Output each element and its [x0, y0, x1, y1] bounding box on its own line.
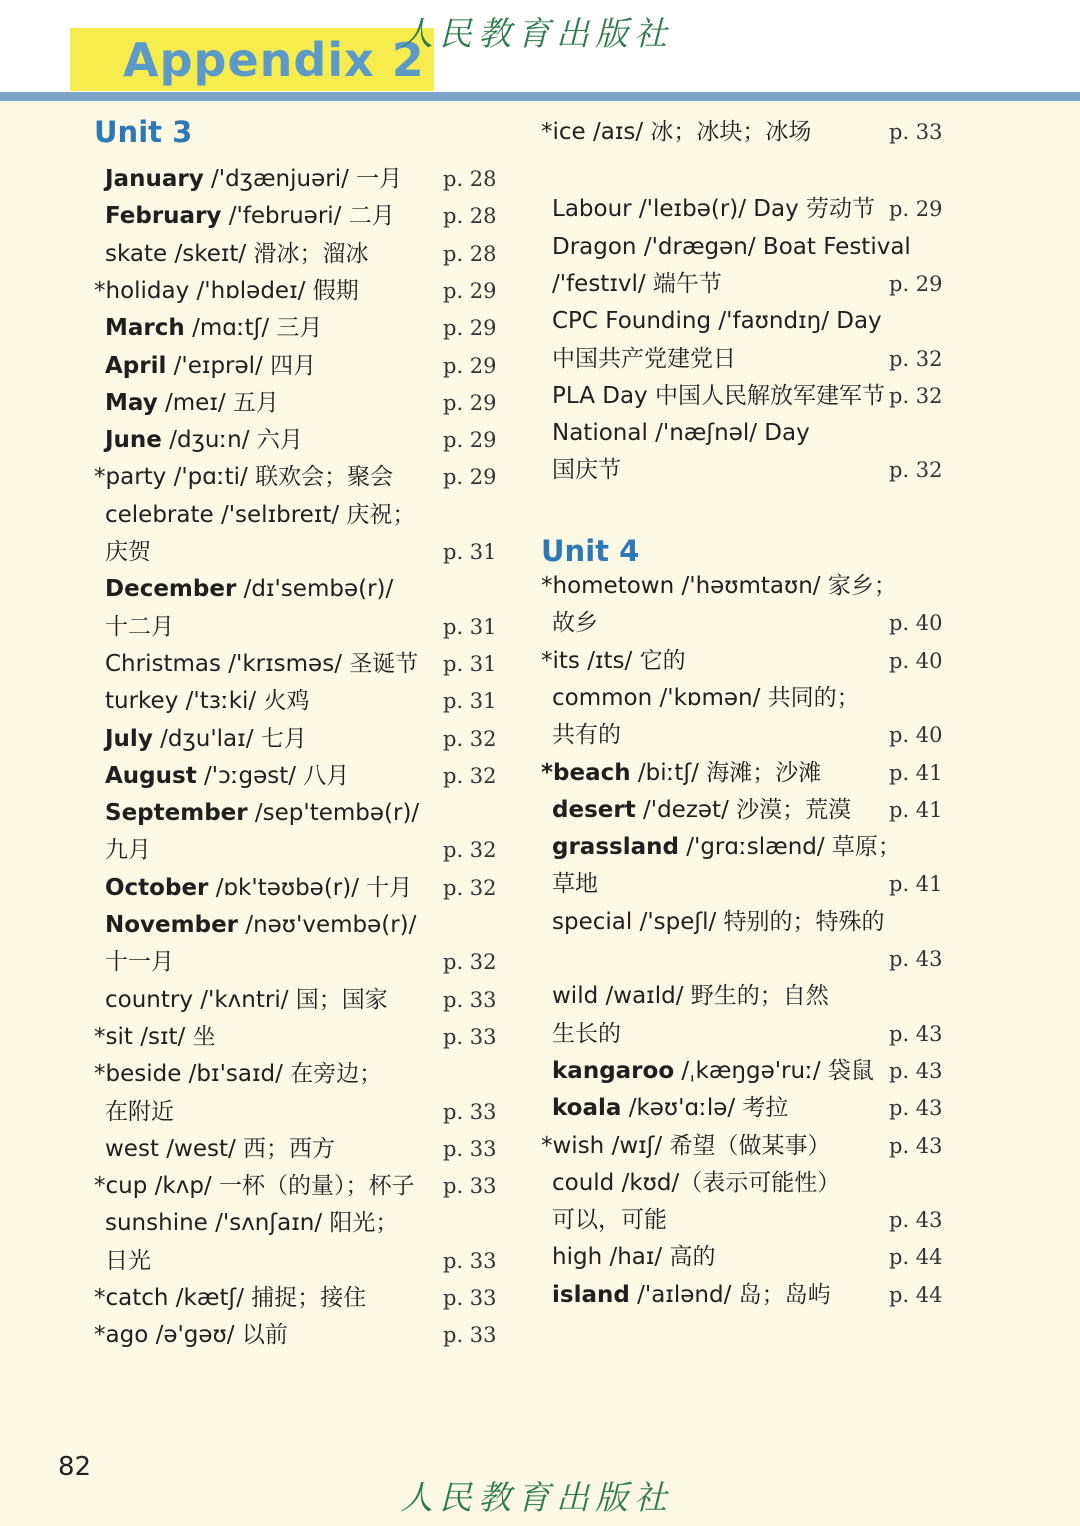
vocab-phonetic-meaning: 中国共产党建党日: [552, 345, 736, 372]
vocab-entry: [105, 198, 395, 235]
vocab-page-ref: p. 33: [443, 987, 497, 1012]
vocab-word: common: [552, 684, 653, 711]
vocab-page-ref: p. 33: [443, 1323, 497, 1348]
vocab-entry: [552, 1053, 874, 1090]
vocab-entry: [105, 422, 303, 459]
vocab-entry: [552, 341, 736, 378]
vocab-phonetic-meaning: /kəʊ'ɑːlə/ 考拉: [621, 1095, 789, 1122]
vocab-page-ref: p. 31: [443, 540, 497, 564]
vocab-phonetic-meaning: 十二月: [105, 613, 174, 640]
vocab-phonetic-meaning: /'drægən/ Boat Festival: [636, 233, 911, 260]
vocab-entry: [94, 273, 359, 310]
vocab-page-ref: p. 29: [443, 465, 497, 490]
vocab-phonetic-meaning: /ɪts/ 它的: [579, 647, 686, 674]
vocab-entry: [552, 978, 829, 1015]
vocab-entry: [552, 717, 621, 754]
vocab-page-ref: p. 32: [889, 346, 943, 371]
vocab-phonetic-meaning: 国庆节: [552, 457, 621, 484]
vocab-page-ref: p. 31: [443, 689, 497, 714]
vocab-entry: [105, 161, 402, 198]
vocab-word: Dragon: [552, 233, 637, 260]
vocab-phonetic-meaning: 草地: [552, 871, 598, 898]
vocab-phonetic-meaning: /kʌp/ 一杯（的量）；杯子: [147, 1173, 415, 1200]
vocab-word: April: [105, 352, 167, 379]
vocab-entry: [105, 609, 174, 646]
vocab-phonetic-meaning: /'eɪprəl/ 四月: [166, 352, 317, 379]
vocab-phonetic-meaning: /'speʃl/ 特别的；特殊的: [632, 908, 885, 935]
vocab-page-ref: p. 43: [889, 1133, 943, 1158]
vocab-page-ref: p. 29: [443, 390, 497, 415]
vocab-word: *wish: [541, 1132, 605, 1159]
publisher-logo-bottom: 人民教育出版社: [400, 1478, 673, 1517]
vocab-page-ref: p. 32: [443, 875, 497, 900]
vocab-page-ref: p. 43: [889, 947, 943, 971]
vocab-phonetic-meaning: /ˌkæŋgə'ruː/ 袋鼠: [674, 1057, 874, 1084]
vocab-entry: [552, 1277, 831, 1314]
vocab-phonetic-meaning: /wɪʃ/ 希望（做某事）: [604, 1132, 831, 1159]
vocab-phonetic-meaning: /'kʌntri/ 国；国家: [192, 986, 388, 1013]
vocab-entry: [105, 870, 412, 907]
vocab-page-ref: p. 33: [443, 1099, 497, 1124]
vocab-entry: [105, 571, 393, 608]
vocab-word: *holiday: [94, 277, 190, 304]
vocab-word: desert: [552, 796, 636, 823]
vocab-page-ref: p. 43: [889, 1096, 943, 1121]
vocab-entry: [541, 114, 811, 151]
vocab-page-ref: p. 32: [889, 458, 943, 483]
vocab-phonetic-meaning: 故乡: [552, 610, 598, 637]
vocab-word: PLA Day: [552, 382, 648, 409]
vocab-phonetic-meaning: 中国人民解放军建军节: [647, 382, 885, 409]
vocab-word: country: [105, 986, 193, 1013]
vocab-word: August: [105, 762, 197, 789]
vocab-phonetic-meaning: /'kɒmən/ 共同的；: [652, 684, 860, 711]
vocab-phonetic-meaning: /ɒk'təʊbə(r)/ 十月: [208, 874, 413, 901]
vocab-page-ref: p. 41: [889, 872, 943, 897]
vocab-word: *beach: [541, 759, 631, 786]
unit-4-heading: Unit 4: [541, 534, 640, 568]
vocab-entry: [105, 982, 388, 1019]
vocab-phonetic-meaning: /sep'tembə(r)/: [247, 800, 420, 827]
vocab-phonetic-meaning: /'hɒlədeɪ/ 假期: [189, 277, 359, 304]
vocab-page-ref: p. 28: [443, 204, 497, 229]
vocab-entry: [105, 683, 309, 720]
vocab-word: October: [105, 874, 209, 901]
vocab-phonetic-meaning: 九月: [105, 837, 151, 864]
vocab-page-ref: p. 29: [889, 197, 943, 222]
vocab-phonetic-meaning: /dɪ'sembə(r)/: [236, 576, 394, 603]
vocab-word: turkey: [105, 688, 179, 715]
vocab-phonetic-meaning: /ə'gəʊ/ 以前: [148, 1322, 288, 1349]
vocab-phonetic-meaning: /mɑːtʃ/ 三月: [184, 315, 323, 342]
page-title: Appendix 2: [123, 33, 425, 87]
vocab-page-ref: p. 43: [889, 1021, 943, 1046]
vocab-page-ref: p. 32: [443, 726, 497, 751]
vocab-phonetic-meaning: /dʒu'laɪ/ 七月: [152, 725, 307, 752]
vocab-entry: [552, 1239, 716, 1276]
vocab-word: *ago: [94, 1322, 149, 1349]
vocab-entry: [105, 1094, 174, 1131]
vocab-word: Christmas: [105, 650, 221, 677]
vocab-entry: [552, 415, 810, 452]
vocab-word: September: [105, 800, 248, 827]
vocab-word: grassland: [552, 834, 679, 861]
vocab-word: west: [105, 1135, 159, 1162]
vocab-entry: [94, 1317, 288, 1354]
vocab-phonetic-meaning: 庆贺: [105, 539, 151, 565]
vocab-page-ref: p. 40: [889, 648, 943, 673]
vocab-word: island: [552, 1281, 630, 1308]
vocab-word: June: [105, 427, 162, 454]
vocab-entry: [105, 944, 174, 981]
vocab-page-ref: p. 41: [889, 760, 943, 785]
vocab-word: CPC Founding: [552, 308, 712, 335]
vocab-phonetic-meaning: /'sʌnʃaɪn/ 阳光；: [207, 1210, 399, 1237]
vocab-phonetic-meaning: 生长的: [552, 1020, 621, 1047]
vocab-phonetic-meaning: /nəʊ'vembə(r)/: [238, 912, 417, 938]
vocab-page-ref: p. 29: [443, 316, 497, 341]
vocab-entry: [552, 266, 722, 303]
vocab-phonetic-meaning: /aɪs/ 冰；冰块；冰场: [585, 119, 812, 145]
vocab-entry: [552, 866, 598, 903]
vocab-phonetic-meaning: /dʒuːn/ 六月: [161, 427, 303, 454]
vocab-phonetic-meaning: /waɪld/ 野生的；自然: [598, 983, 829, 1010]
vocab-word: could: [552, 1169, 615, 1196]
vocab-entry: [552, 1165, 840, 1202]
vocab-page-ref: p. 33: [443, 1174, 497, 1199]
vocab-entry: [552, 1016, 621, 1053]
vocab-page-ref: p. 43: [889, 1058, 943, 1083]
vocab-word: koala: [552, 1095, 622, 1122]
vocab-phonetic-meaning: /sɪt/ 坐: [132, 1023, 216, 1050]
vocab-entry: [105, 534, 151, 571]
vocab-word: May: [105, 389, 158, 416]
vocab-entry: [94, 1168, 414, 1205]
vocab-word: National: [552, 420, 648, 447]
vocab-page-ref: p. 40: [889, 723, 943, 748]
vocab-phonetic-meaning: /'februəri/ 二月: [221, 203, 395, 230]
vocab-phonetic-meaning: /'dezət/ 沙漠；荒漠: [635, 796, 852, 823]
vocab-page-ref: p. 29: [889, 271, 943, 296]
vocab-entry: [105, 497, 415, 534]
vocab-phonetic-meaning: 十一月: [105, 949, 174, 976]
vocab-page-ref: p. 32: [889, 383, 943, 408]
vocab-word: March: [105, 315, 185, 342]
vocab-entry: [552, 378, 885, 415]
vocab-phonetic-meaning: 日光: [105, 1247, 151, 1274]
vocab-page-ref: p. 40: [889, 611, 943, 636]
vocab-entry: [552, 191, 875, 228]
vocab-entry: [552, 1202, 667, 1239]
vocab-page-ref: p. 28: [443, 241, 497, 266]
vocab-page-ref: p. 44: [889, 1282, 943, 1307]
vocab-entry: [552, 904, 885, 941]
vocab-page-ref: p. 43: [889, 1208, 943, 1233]
vocab-entry: [105, 1243, 151, 1280]
vocab-entry: [94, 1056, 382, 1093]
vocab-page-ref: p. 31: [443, 614, 497, 639]
vocab-entry: [105, 795, 419, 832]
vocab-phonetic-meaning: /'pɑːti/ 联欢会；聚会: [166, 464, 394, 491]
vocab-word: sunshine: [105, 1210, 208, 1237]
vocab-page-ref: p. 29: [443, 428, 497, 453]
vocab-word: *hometown: [541, 573, 675, 599]
vocab-phonetic-meaning: /'selɪbreɪt/ 庆祝；: [213, 501, 416, 528]
vocab-page-ref: p. 32: [443, 763, 497, 788]
vocab-phonetic-meaning: /'ɔːgəst/ 八月: [196, 762, 350, 789]
vocab-phonetic-meaning: /'aɪlənd/ 岛；岛屿: [629, 1281, 831, 1308]
vocab-word: *sit: [94, 1023, 133, 1050]
vocab-entry: [552, 303, 882, 340]
vocab-page-ref: p. 41: [889, 797, 943, 822]
vocab-word: *beside: [94, 1061, 182, 1088]
vocab-phonetic-meaning: 共有的: [552, 722, 621, 749]
vocab-entry: [105, 832, 151, 869]
vocab-entry: [105, 721, 307, 758]
vocab-phonetic-meaning: /haɪ/ 高的: [602, 1244, 716, 1271]
vocab-phonetic-meaning: /kætʃ/ 捕捉；接住: [168, 1285, 367, 1311]
vocab-phonetic-meaning: 在附近: [105, 1098, 174, 1125]
vocab-entry: [552, 680, 860, 717]
vocab-phonetic-meaning: /'tɜːki/ 火鸡: [178, 688, 310, 715]
vocab-entry: [105, 907, 416, 944]
vocab-word: Labour: [552, 196, 632, 223]
vocab-page-ref: p. 33: [443, 1136, 497, 1161]
vocab-page-ref: p. 33: [443, 1248, 497, 1273]
vocab-entry: [552, 605, 598, 642]
vocab-phonetic-meaning: /'grɑːslænd/ 草原；: [678, 834, 901, 861]
vocab-entry: [94, 1019, 216, 1056]
vocab-phonetic-meaning: /'həʊmtaʊn/ 家乡；: [674, 573, 897, 599]
vocab-entry: [105, 348, 316, 385]
vocab-page-ref: p. 32: [443, 950, 497, 975]
header-rule: [0, 92, 1080, 101]
vocab-entry: [552, 1090, 788, 1127]
vocab-phonetic-meaning: /biːtʃ/ 海滩；沙滩: [630, 759, 822, 786]
vocab-phonetic-meaning: /'faʊndɪŋ/ Day: [711, 308, 882, 335]
vocab-entry: [105, 310, 322, 347]
vocab-page-ref: p. 28: [443, 167, 497, 191]
vocab-word: kangaroo: [552, 1057, 675, 1084]
vocab-entry: [541, 755, 821, 792]
vocab-page-ref: p. 29: [443, 278, 497, 303]
vocab-entry: [552, 452, 621, 489]
vocab-entry: [541, 643, 686, 680]
vocab-phonetic-meaning: 可以，可能: [552, 1207, 667, 1234]
vocab-page-ref: p. 33: [889, 120, 943, 144]
vocab-page-ref: p. 31: [443, 651, 497, 676]
vocab-page-ref: p. 33: [443, 1024, 497, 1049]
vocab-word: high: [552, 1244, 603, 1271]
vocab-phonetic-meaning: /bɪ'saɪd/ 在旁边；: [181, 1061, 383, 1088]
vocab-entry: [105, 646, 418, 683]
vocab-entry: [105, 385, 279, 422]
vocab-entry: [541, 568, 897, 605]
vocab-entry: [105, 236, 369, 273]
vocab-word: *ice: [541, 119, 586, 145]
vocab-entry: [105, 1131, 335, 1168]
vocab-phonetic-meaning: /skeɪt/ 滑冰；溜冰: [167, 240, 369, 267]
vocab-entry: [94, 1280, 366, 1317]
vocab-word: *its: [541, 647, 580, 674]
vocab-phonetic-meaning: /'dʒænjuəri/ 一月: [203, 166, 403, 192]
vocab-word: wild: [552, 983, 599, 1010]
vocab-phonetic-meaning: /west/ 西；西方: [158, 1135, 336, 1162]
vocab-word: special: [552, 908, 633, 935]
vocab-phonetic-meaning: /'krɪsməs/ 圣诞节: [220, 650, 419, 677]
vocab-entry: [105, 758, 349, 795]
vocab-entry: [552, 229, 911, 266]
vocab-phonetic-meaning: /meɪ/ 五月: [157, 389, 279, 416]
vocab-word: celebrate: [105, 501, 214, 528]
vocab-page-ref: p. 44: [889, 1245, 943, 1270]
publisher-logo-top: 人民教育出版社: [400, 14, 673, 53]
page-number: 82: [58, 1452, 92, 1482]
vocab-word: February: [105, 203, 222, 230]
vocab-page-ref: p. 32: [443, 838, 497, 863]
vocab-phonetic-meaning: /'festɪvl/ 端午节: [552, 270, 722, 297]
vocab-phonetic-meaning: /kʊd/（表示可能性）: [614, 1169, 841, 1196]
vocab-word: July: [105, 725, 153, 752]
vocab-word: *catch: [94, 1285, 169, 1311]
vocab-word: December: [105, 576, 237, 603]
vocab-entry: [552, 792, 851, 829]
vocab-entry: [94, 459, 393, 496]
vocab-entry: [105, 1205, 398, 1242]
vocab-word: skate: [105, 240, 168, 267]
unit-3-heading: Unit 3: [94, 115, 193, 149]
vocab-page-ref: p. 29: [443, 353, 497, 378]
vocab-entry: [552, 829, 901, 866]
vocab-word: *cup: [94, 1173, 148, 1200]
vocab-phonetic-meaning: /'næʃnəl/ Day: [647, 420, 810, 447]
vocab-word: January: [105, 166, 204, 192]
vocab-page-ref: p. 33: [443, 1286, 497, 1310]
vocab-word: *party: [94, 464, 167, 491]
vocab-word: November: [105, 912, 239, 938]
vocab-phonetic-meaning: /'leɪbə(r)/ Day 劳动节: [631, 196, 876, 223]
vocab-entry: [541, 1128, 830, 1165]
